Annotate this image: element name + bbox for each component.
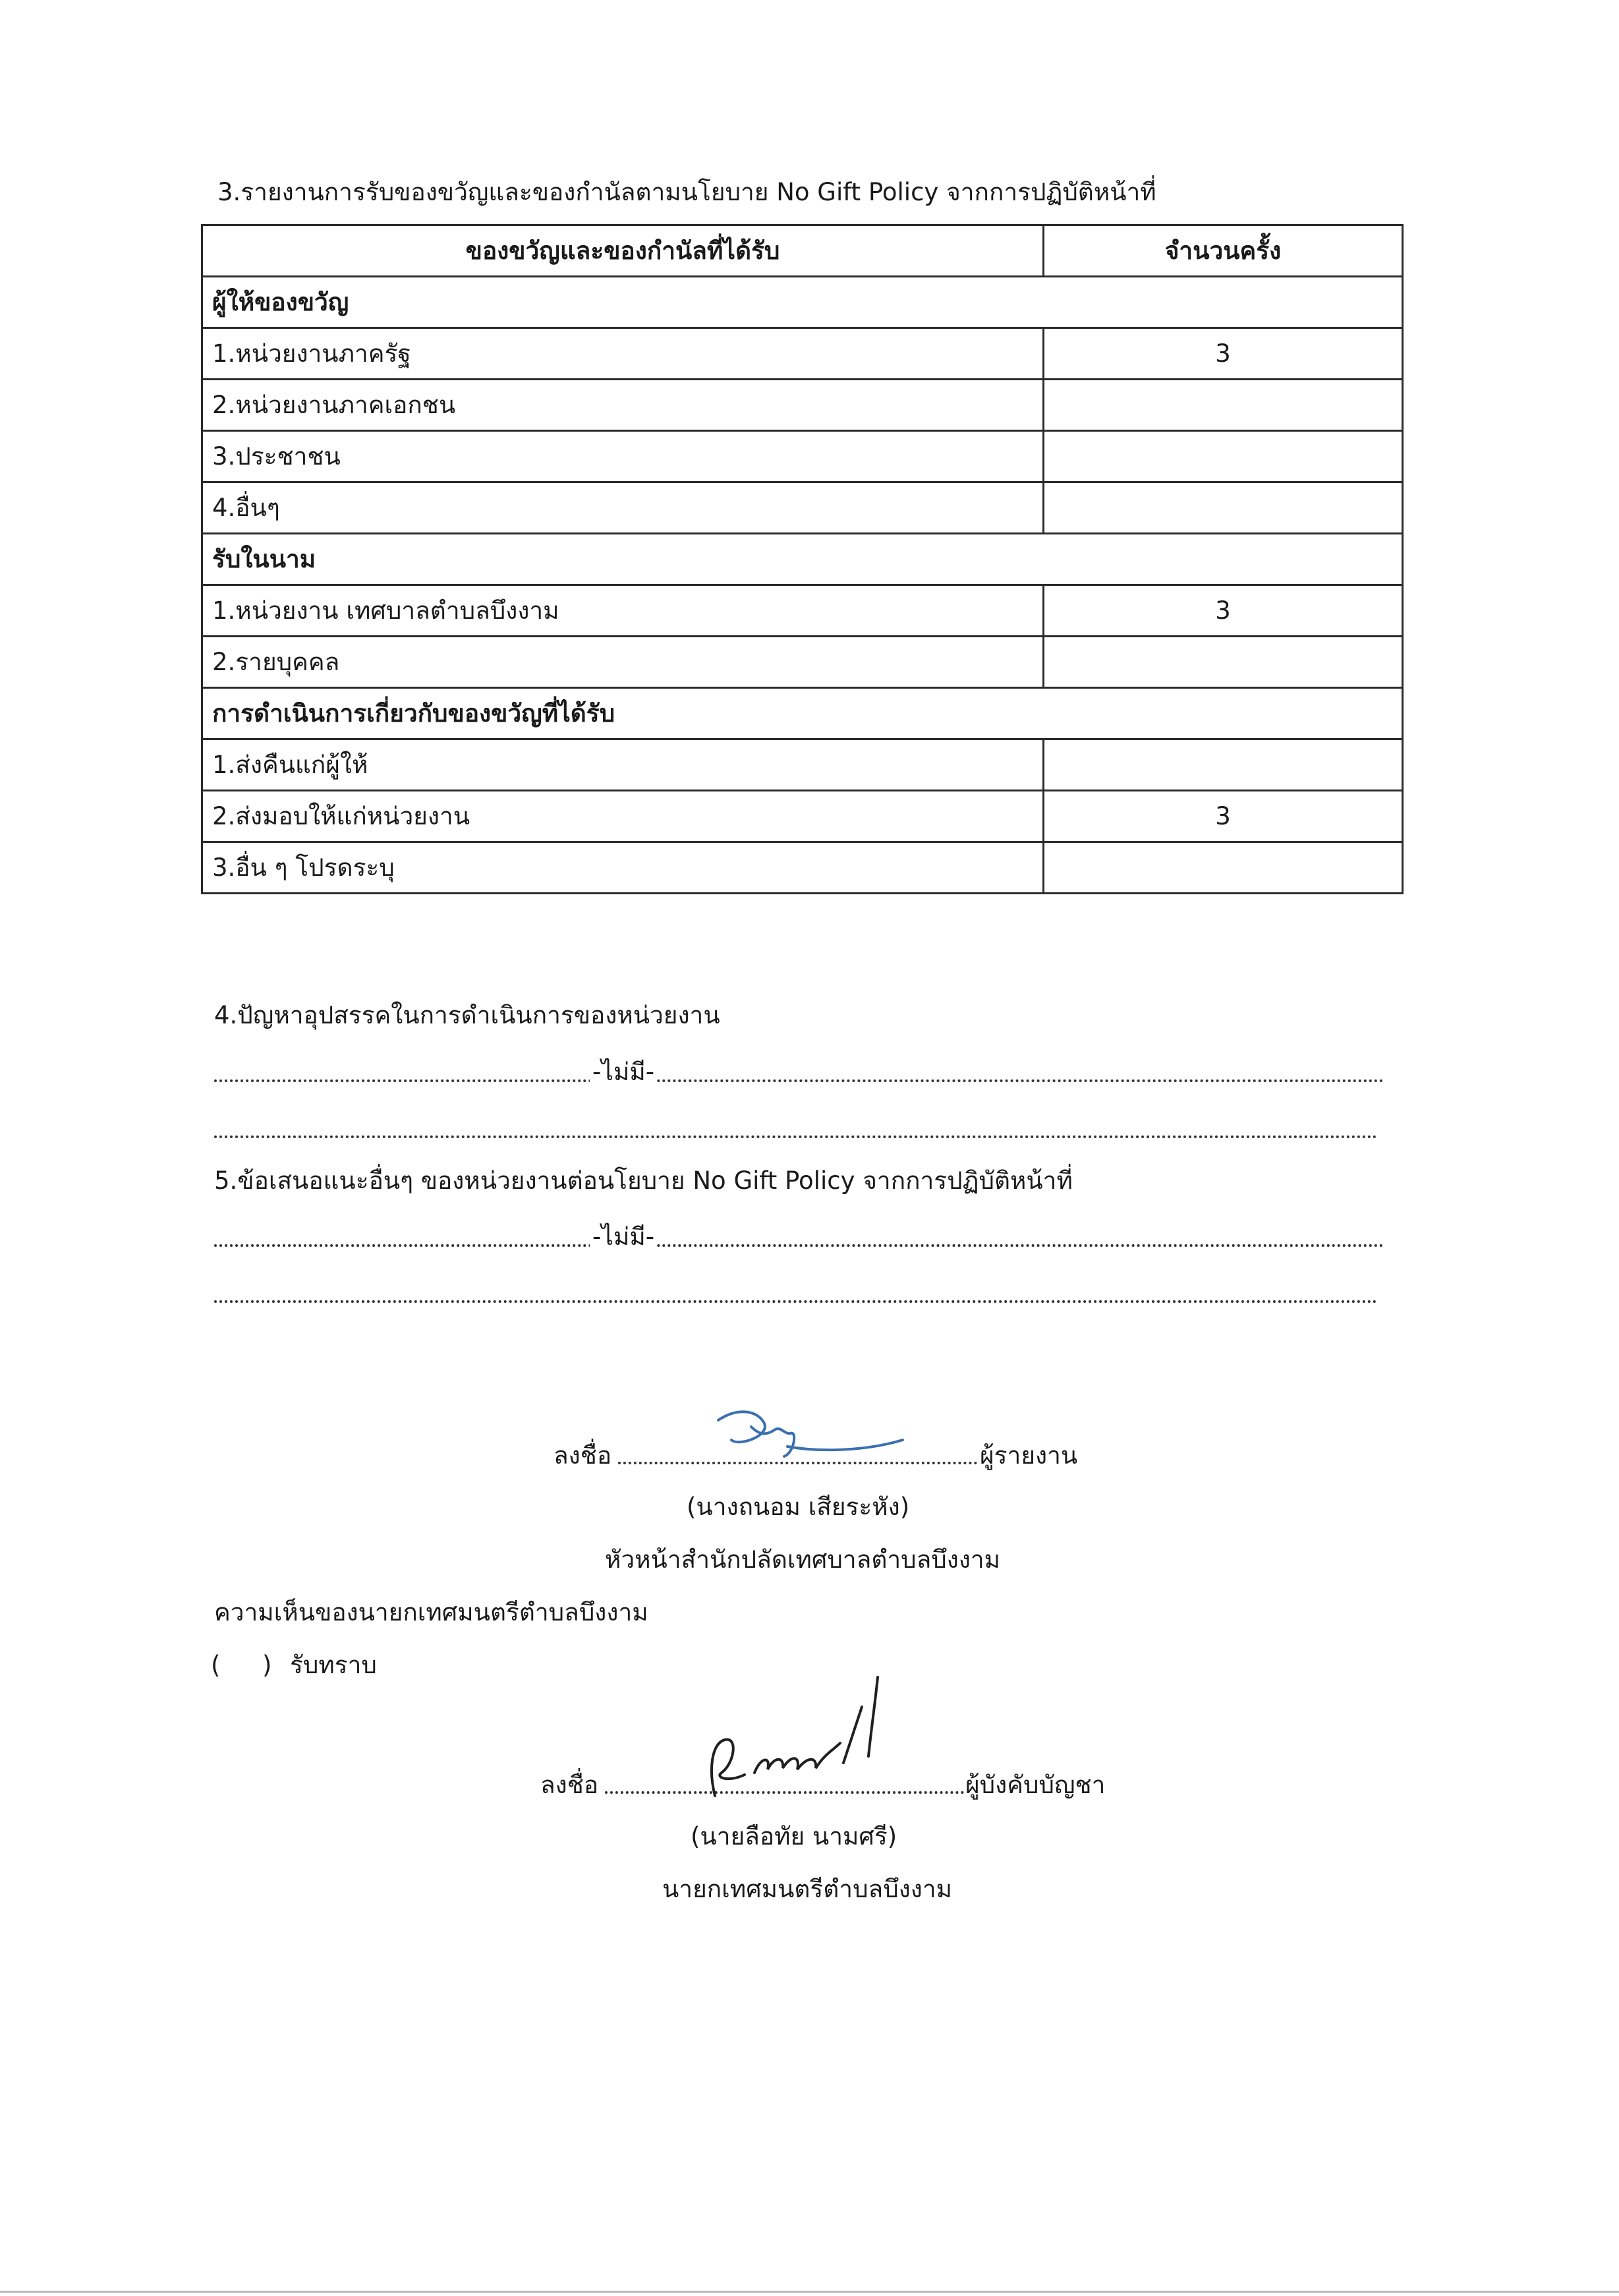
header-count: จำนวนครั้ง xyxy=(1044,225,1403,277)
row-label: 1.ส่งคืนแก่ผู้ให้ xyxy=(202,739,1044,791)
group-title-row xyxy=(202,688,1403,739)
row-count xyxy=(1044,842,1403,894)
row-label: 4.อื่นๆ xyxy=(202,482,1044,534)
row-count xyxy=(1044,739,1403,791)
row-count xyxy=(1044,431,1403,482)
table-row xyxy=(202,791,1403,842)
commander-role: ผู้บังคับบัญชา xyxy=(965,1771,1106,1799)
row-label: 1.หน่วยงาน เทศบาลตำบลบึงงาม xyxy=(202,585,1044,637)
reporter-sign-prefix: ลงชื่อ xyxy=(554,1441,612,1470)
section-4-title: 4.ปัญหาอุปสรรคในการดำเนินการของหน่วยงาน xyxy=(214,1001,720,1029)
commander-signature-icon xyxy=(698,1664,903,1806)
section-4-answer: -ไม่มี- xyxy=(590,1060,657,1084)
acknowledge-checkbox-close: ) xyxy=(262,1651,272,1679)
reporter-position: หัวหน้าสำนักปลัดเทศบาลตำบลบึงงาม xyxy=(605,1545,1001,1574)
group-title-row xyxy=(202,534,1403,585)
row-count: 3 xyxy=(1044,585,1403,637)
commander-position: นายกเทศมนตรีตำบลบึงงาม xyxy=(662,1875,953,1903)
row-label: 3.อื่น ๆ โปรดระบุ xyxy=(202,842,1044,894)
row-count: 3 xyxy=(1044,328,1403,380)
row-label: 1.หน่วยงานภาครัฐ xyxy=(202,328,1044,380)
row-count: 3 xyxy=(1044,791,1403,842)
reporter-name: (นางถนอม เสียระหัง) xyxy=(687,1493,910,1521)
table-row xyxy=(202,585,1403,637)
row-count xyxy=(1044,482,1403,534)
table-row xyxy=(202,739,1403,791)
commander-name: (นายลือทัย นามศรี) xyxy=(691,1822,897,1851)
row-count xyxy=(1044,637,1403,688)
row-label: 2.หน่วยงานภาคเอกชน xyxy=(202,380,1044,431)
row-label: 2.รายบุคคล xyxy=(202,637,1044,688)
group-title-received-as: รับในนาม xyxy=(202,534,1403,585)
reporter-signature-icon xyxy=(712,1400,909,1473)
group-title-giver: ผู้ให้ของขวัญ xyxy=(202,277,1403,328)
section-4-dotted-line-1 xyxy=(214,1079,1384,1082)
mayor-opinion-title: ความเห็นของนายกเทศมนตรีตำบลบึงงาม xyxy=(214,1598,648,1626)
reporter-role: ผู้รายงาน xyxy=(980,1441,1078,1470)
scan-edge-divider xyxy=(0,2291,1619,2293)
table-row xyxy=(202,637,1403,688)
table-row xyxy=(202,380,1403,431)
section-4-dotted-line-2 xyxy=(214,1135,1377,1138)
gift-report-table xyxy=(201,224,1404,894)
row-count xyxy=(1044,380,1403,431)
table-row xyxy=(202,842,1403,894)
table-row xyxy=(202,328,1403,380)
section-5-title: 5.ข้อเสนอแนะอื่นๆ ของหน่วยงานต่อนโยบาย No Gift Policy จากการปฏิบัติหน้าที่ xyxy=(214,1166,1073,1195)
table-row xyxy=(202,482,1403,534)
row-label: 2.ส่งมอบให้แก่หน่วยงาน xyxy=(202,791,1044,842)
section-3-title: 3.รายงานการรับของขวัญและของกำนัลตามนโยบาย No Gift Policy จากการปฏิบัติหน้าที่ xyxy=(217,178,1156,206)
commander-sign-prefix: ลงชื่อ xyxy=(540,1771,599,1799)
acknowledge-label: รับทราบ xyxy=(290,1651,377,1679)
acknowledge-checkbox-open: ( xyxy=(211,1651,221,1679)
section-5-dotted-line-1 xyxy=(214,1244,1384,1247)
section-5-dotted-line-2 xyxy=(214,1300,1377,1303)
table-header-row xyxy=(202,225,1403,277)
section-5-answer: -ไม่มี- xyxy=(590,1224,657,1249)
table-row xyxy=(202,431,1403,482)
row-label: 3.ประชาชน xyxy=(202,431,1044,482)
group-title-row xyxy=(202,277,1403,328)
group-title-actions: การดำเนินการเกี่ยวกับของขวัญที่ได้รับ xyxy=(202,688,1403,739)
header-item: ของขวัญและของกำนัลที่ได้รับ xyxy=(202,225,1044,277)
